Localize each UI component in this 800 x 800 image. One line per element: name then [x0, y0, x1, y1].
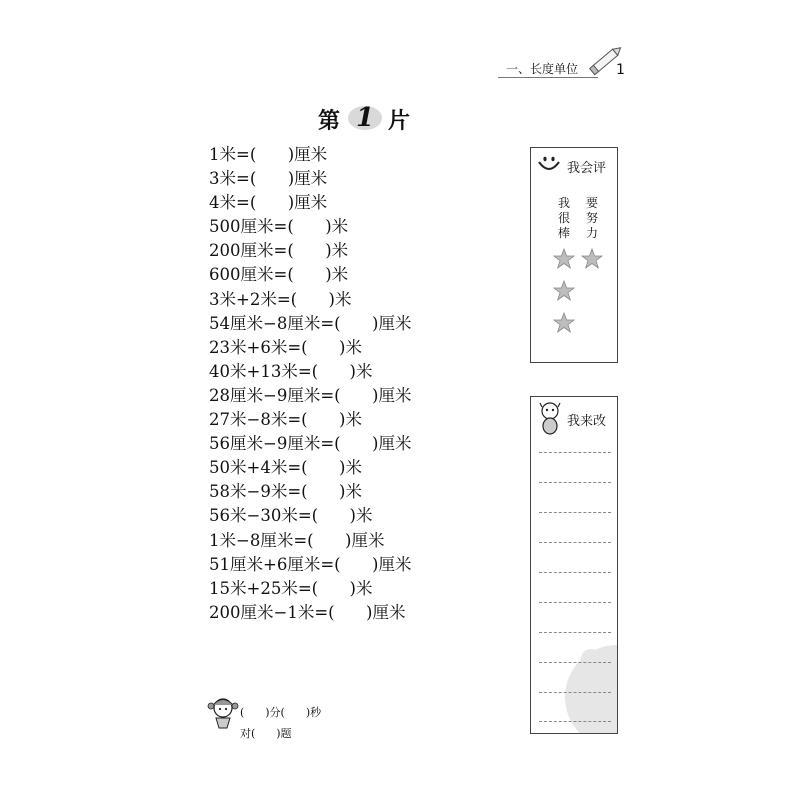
page-title [318, 100, 428, 134]
girl-mascot-icon [207, 696, 239, 730]
answer-line[interactable] [539, 542, 611, 543]
answer-line[interactable] [539, 572, 611, 573]
problem-row[interactable]: 200厘米−1米=( )厘米 [209, 602, 406, 622]
problem-row[interactable]: 58米−9米=( )米 [209, 482, 362, 502]
star-icon[interactable] [581, 248, 603, 270]
option-effort-label: 要努力 [585, 196, 598, 240]
answer-line[interactable] [539, 662, 611, 663]
problem-row[interactable]: 200厘米=( )米 [209, 241, 349, 261]
section-title: 一、长度单位 [506, 62, 579, 76]
self-eval-card [530, 147, 618, 363]
answer-line[interactable] [539, 512, 611, 513]
problem-row[interactable]: 15米+25米=( )米 [209, 578, 373, 598]
problem-row[interactable]: 50米+4米=( )米 [209, 458, 362, 478]
self-eval-title: 我会评 [567, 161, 607, 176]
problem-row[interactable]: 51厘米+6厘米=( )厘米 [209, 554, 412, 574]
answer-line[interactable] [539, 602, 611, 603]
title-number-badge [344, 100, 386, 132]
problem-list [209, 143, 509, 625]
problem-row[interactable]: 54厘米−8厘米=( )厘米 [209, 313, 412, 333]
decorative-bubbles [531, 397, 618, 734]
problem-row[interactable]: 1米=( )厘米 [209, 145, 328, 164]
problem-row[interactable]: 56米−30米=( )米 [209, 506, 373, 526]
star-icon[interactable] [553, 280, 575, 302]
problem-row[interactable]: 40米+13米=( )米 [209, 361, 373, 381]
problem-row[interactable]: 27米−8米=( )米 [209, 410, 362, 430]
title-number: 1 [355, 103, 375, 132]
answer-line[interactable] [539, 452, 611, 453]
correction-title: 我来改 [567, 414, 607, 429]
answer-line[interactable] [539, 692, 611, 693]
option-great-label: 我很棒 [557, 196, 570, 240]
time-spent-field[interactable]: ( )分( )秒 [240, 706, 322, 719]
problem-row[interactable]: 500厘米=( )米 [209, 217, 349, 237]
header-underline [498, 77, 598, 78]
problem-row[interactable]: 3米=( )厘米 [209, 169, 328, 189]
problem-row[interactable]: 1米−8厘米=( )厘米 [209, 530, 385, 550]
page-number: 1 [616, 62, 625, 78]
problem-row[interactable]: 23米+6米=( )米 [209, 337, 362, 357]
problem-row[interactable]: 56厘米−9厘米=( )厘米 [209, 434, 412, 454]
smiley-icon [537, 154, 561, 174]
problem-row[interactable]: 3米+2米=( )米 [209, 289, 352, 309]
star-icon[interactable] [553, 248, 575, 270]
problem-row[interactable]: 600厘米=( )米 [209, 265, 349, 285]
correction-card [530, 396, 618, 734]
answer-line[interactable] [539, 632, 611, 633]
title-suffix: 片 [388, 108, 411, 134]
star-icon[interactable] [553, 312, 575, 334]
answer-line[interactable] [539, 721, 611, 722]
title-prefix: 第 [318, 108, 341, 134]
problem-row[interactable]: 4米=( )厘米 [209, 193, 328, 213]
problem-row[interactable]: 28厘米−9厘米=( )厘米 [209, 385, 412, 405]
mascot-icon [537, 401, 563, 435]
answer-line[interactable] [539, 482, 611, 483]
correct-count-field[interactable]: 对( )题 [240, 727, 292, 740]
